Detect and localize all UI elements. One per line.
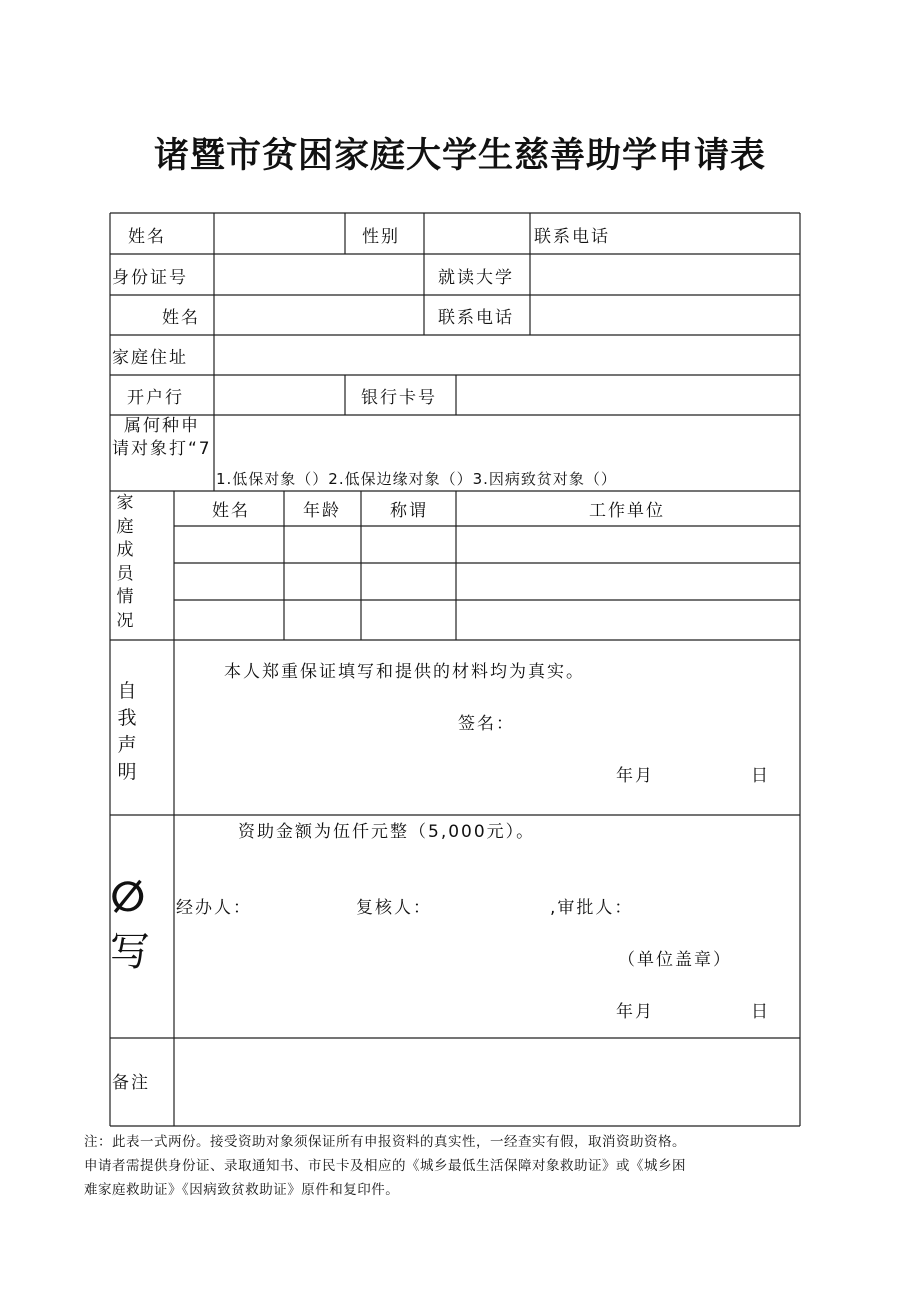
gender-field[interactable]: [425, 214, 529, 253]
category-label-line1: 属何种申: [124, 416, 200, 436]
aid-amount: 资助金额为伍仟元整（5,000元）。: [238, 822, 536, 842]
card-number-label: 银行卡号: [361, 388, 437, 408]
remarks-field[interactable]: [175, 1039, 799, 1125]
approval-section-label: 写: [110, 929, 150, 975]
bank-field[interactable]: [215, 376, 344, 414]
approver-label: ,审批人：: [550, 898, 634, 918]
declaration-section-label: 自我声明: [117, 680, 137, 783]
unit-seal-label: （单位盖章）: [618, 950, 732, 970]
footnote: [84, 1130, 844, 1202]
family-row[interactable]: [175, 564, 799, 599]
declaration-date-day: 日: [751, 766, 770, 786]
approval-section-glyph: ⵁ: [110, 875, 146, 921]
reviewer-label: 复核人：: [356, 898, 432, 918]
handler-label: 经办人：: [176, 898, 252, 918]
family-header-name: 姓名: [212, 501, 250, 521]
name-field[interactable]: [215, 214, 344, 253]
category-options[interactable]: 1.低保对象（）2.低保边缘对象（）3.因病致贫对象（）: [216, 470, 617, 488]
category-label-line2: 请对象打“7: [112, 439, 212, 459]
approval-date-day: 日: [751, 1002, 770, 1022]
family-header-workplace: 工作单位: [589, 501, 665, 521]
signature-field[interactable]: [520, 706, 790, 740]
card-number-field[interactable]: [457, 376, 799, 414]
family-header-relation: 称谓: [390, 501, 428, 521]
signature-label: 签名：: [458, 714, 515, 734]
name-label: 姓名: [128, 227, 166, 247]
remarks-label: 备注: [112, 1073, 150, 1093]
family-section-label: 家庭成员情况: [116, 493, 134, 631]
declaration-statement: 本人郑重保证填写和提供的材料均为真实。: [224, 662, 585, 682]
id-number-label: 身份证号: [112, 268, 188, 288]
guardian-phone-field[interactable]: [531, 296, 799, 334]
footnote-line: 申请者需提供身份证、录取通知书、市民卡及相应的《城乡最低生活保障对象救助证》或《城乡困: [84, 1158, 686, 1174]
guardian-phone-label: 联系电话: [438, 308, 514, 328]
university-field[interactable]: [531, 255, 799, 294]
gender-label: 性别: [362, 227, 400, 247]
guardian-name-label: 姓名: [162, 308, 200, 328]
footnote-line: 难家庭救助证》《因病致贫救助证》原件和复印件。: [84, 1182, 400, 1198]
id-number-field[interactable]: [215, 255, 423, 294]
family-header-age: 年龄: [303, 501, 341, 521]
address-field[interactable]: [215, 336, 799, 374]
university-label: 就读大学: [438, 268, 514, 288]
footnote-line: 注：此表一式两份。接受资助对象须保证所有申报资料的真实性，一经查实有假，取消资助资格。: [84, 1134, 686, 1150]
declaration-date-year-month: 年月: [616, 766, 654, 786]
page-title: 诸暨市贫困家庭大学生慈善助学申请表: [153, 136, 766, 176]
bank-label: 开户行: [127, 388, 184, 408]
guardian-name-field[interactable]: [215, 296, 423, 334]
family-row[interactable]: [175, 527, 799, 562]
phone-label: 联系电话: [534, 227, 610, 247]
approval-date-year-month: 年月: [616, 1002, 654, 1022]
address-label: 家庭住址: [112, 348, 188, 368]
family-row[interactable]: [175, 601, 799, 639]
